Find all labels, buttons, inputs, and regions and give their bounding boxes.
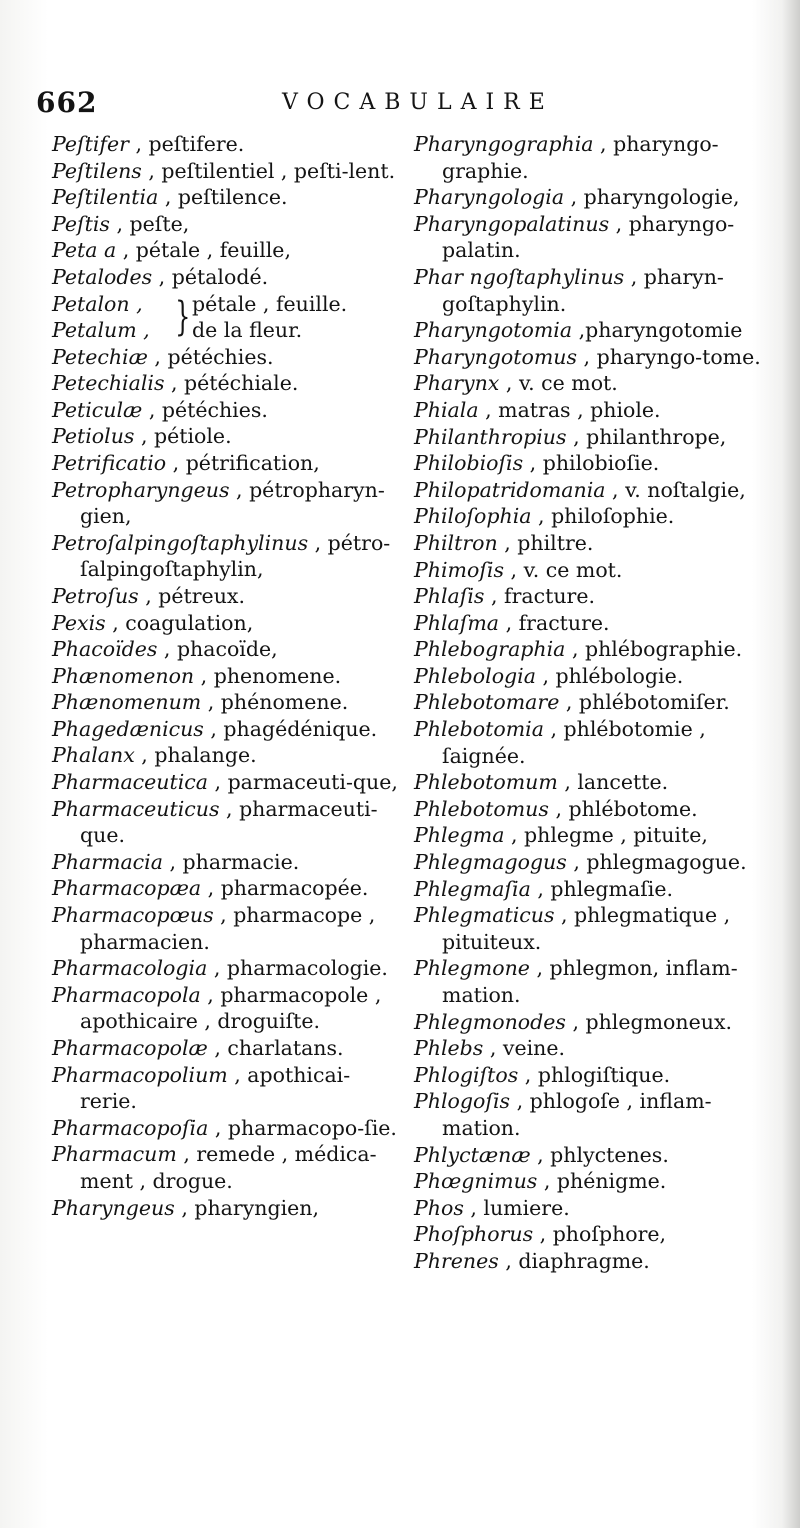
entry: Peſtilentia , peſtilence. — [52, 185, 288, 210]
entry: Phimoſis , v. ce mot. — [414, 557, 623, 582]
entry: Phlebs , veine. — [414, 1036, 566, 1061]
entry: Peſtifer , peſtifere. — [52, 132, 245, 156]
entry: Phar ngoſtaphylinus , pharyn-goſtaphylin. — [414, 264, 724, 316]
entry: Pharmacopæa , pharmacopée. — [52, 876, 369, 901]
entry: Peticulæ , pétéchies. — [52, 397, 268, 422]
entry: Phlegmaſia , phlegmaſie. — [414, 876, 673, 901]
entry: Pharmacopolæ , charlatans. — [52, 1036, 344, 1060]
entry: Philobioſis , philobioſie. — [414, 451, 660, 476]
entry: Phlebotomia , phlébotomie , ſaignée. — [414, 717, 706, 768]
entry: Phænomenum , phénomene. — [52, 690, 349, 715]
entry: Phos , lumiere. — [414, 1195, 570, 1220]
entry: Pharmaceutica , parmaceuti-que, — [52, 770, 398, 795]
entry: Phalanx , phalange. — [52, 743, 257, 768]
entry: Petiolus , pétiole. — [52, 424, 232, 449]
entry: Phlegmone , phlegmon, inflam-mation. — [414, 956, 738, 1007]
entry: Phoſphorus , phoſphore, — [414, 1222, 667, 1247]
entry: Phlogiſtos , phlogiſtique. — [414, 1062, 671, 1087]
entry: Pharynx , v. ce mot. — [414, 371, 618, 396]
entry: Phlegmagogus , phlegmagogue. — [414, 850, 747, 875]
right-column — [414, 131, 774, 1275]
entry: Philoſophia , philoſophie. — [414, 504, 675, 529]
entry: Pharmacologia , pharmacologie. — [52, 956, 388, 981]
entry: Phlegma , phlegme , pituite, — [414, 823, 708, 848]
entry: Pharmacum , remede , médica-ment , drogue. — [52, 1142, 377, 1193]
entry: Phænomenon , phenomene. — [52, 663, 342, 688]
entry: Petroſus , pétreux. — [52, 583, 245, 608]
entry: Pharyngologia , pharyngologie, — [414, 185, 740, 210]
brace-definition: de la fleur. — [192, 318, 303, 343]
left-column — [52, 131, 402, 1221]
entry: Phlogoſis , phlogoſe , inflam-mation. — [414, 1089, 712, 1140]
entry: Phagedænicus , phagédénique. — [52, 716, 378, 741]
brace-icon: } — [175, 293, 191, 340]
page-header — [36, 82, 756, 122]
brace-entry-group — [52, 291, 402, 344]
entry: Pharyngographia , pharyngo-graphie. — [414, 132, 719, 183]
brace-term: Petalum , — [52, 318, 150, 343]
entry: Phlebotomus , phlébotome. — [414, 796, 698, 821]
entry: Peta a , pétale , feuille, — [52, 238, 291, 263]
entry: Pharmaceuticus , pharmaceuti-que. — [52, 796, 378, 848]
entry: Pharyngotomus , pharyngo-tome. — [414, 344, 761, 369]
entry: Petechialis , pétéchiale. — [52, 371, 299, 396]
entry: Petrificatio , pétrification, — [52, 450, 320, 475]
entry: Phlaſma , fracture. — [414, 610, 610, 635]
entry: Phlaſis , fracture. — [414, 584, 595, 609]
entry: Phrenes , diaphragme. — [414, 1248, 650, 1273]
entry: Petechiæ , pétéchies. — [52, 344, 274, 369]
entry: Peſtilens , peſtilentiel , peſti-lent. — [52, 158, 396, 183]
page-number: 662 — [36, 86, 98, 119]
entry: Pharyngopalatinus , pharyngo-palatin. — [414, 211, 735, 263]
entry: Petalodes , pétalodé. — [52, 264, 269, 289]
page-edge-shadow — [782, 0, 800, 1528]
entry: Peſtis , peſte, — [52, 211, 190, 236]
entry: Phacoïdes , phacoïde, — [52, 637, 278, 662]
running-title: VOCABULAIRE — [282, 90, 554, 115]
entry: Phlebotomum , lancette. — [414, 770, 669, 795]
entry: Phlegmaticus , phlegmatique , pituiteux. — [414, 903, 731, 954]
entry: Phlebographia , phlébographie. — [414, 637, 743, 662]
entry: Philtron , philtre. — [414, 530, 594, 555]
entry: Phiala , matras , phiole. — [414, 397, 661, 422]
entry: Philopatridomania , v. noſtalgie, — [414, 477, 746, 502]
entry: Pharyngotomia ,pharyngotomie — [414, 318, 743, 343]
entry: Phlegmonodes , phlegmoneux. — [414, 1009, 733, 1034]
entry: Phlebologia , phlébologie. — [414, 663, 684, 688]
entry: Pharmacopœus , pharmacope , pharmacien. — [52, 903, 376, 954]
entry: Phœgnimus , phénigme. — [414, 1169, 667, 1194]
entry: Petroſalpingoſtaphylinus , pétro-ſalpingoſtaphylin, — [52, 530, 391, 582]
entry: Philanthropius , philanthrope, — [414, 424, 727, 449]
entry: Petropharyngeus , pétropharyn-gien, — [52, 477, 385, 529]
entry: Pharmacopola , pharmacopole , apothicaire , droguiſte. — [52, 982, 382, 1034]
entry: Pharmacopoſia , pharmacopo-ſie. — [52, 1115, 397, 1140]
brace-term: Petalon , — [52, 291, 143, 316]
entry: Pharmacopolium , apothicai-rerie. — [52, 1062, 351, 1114]
entry: Pharyngeus , pharyngien, — [52, 1195, 320, 1220]
entry: Phlebotomare , phlébotomiſer. — [414, 690, 730, 715]
entry: Pexis , coagulation, — [52, 610, 254, 635]
entry: Phlyctænæ , phlyctenes. — [414, 1142, 669, 1167]
entry: Pharmacia , pharmacie. — [52, 849, 300, 874]
brace-definition: pétale , feuille. — [192, 291, 348, 316]
